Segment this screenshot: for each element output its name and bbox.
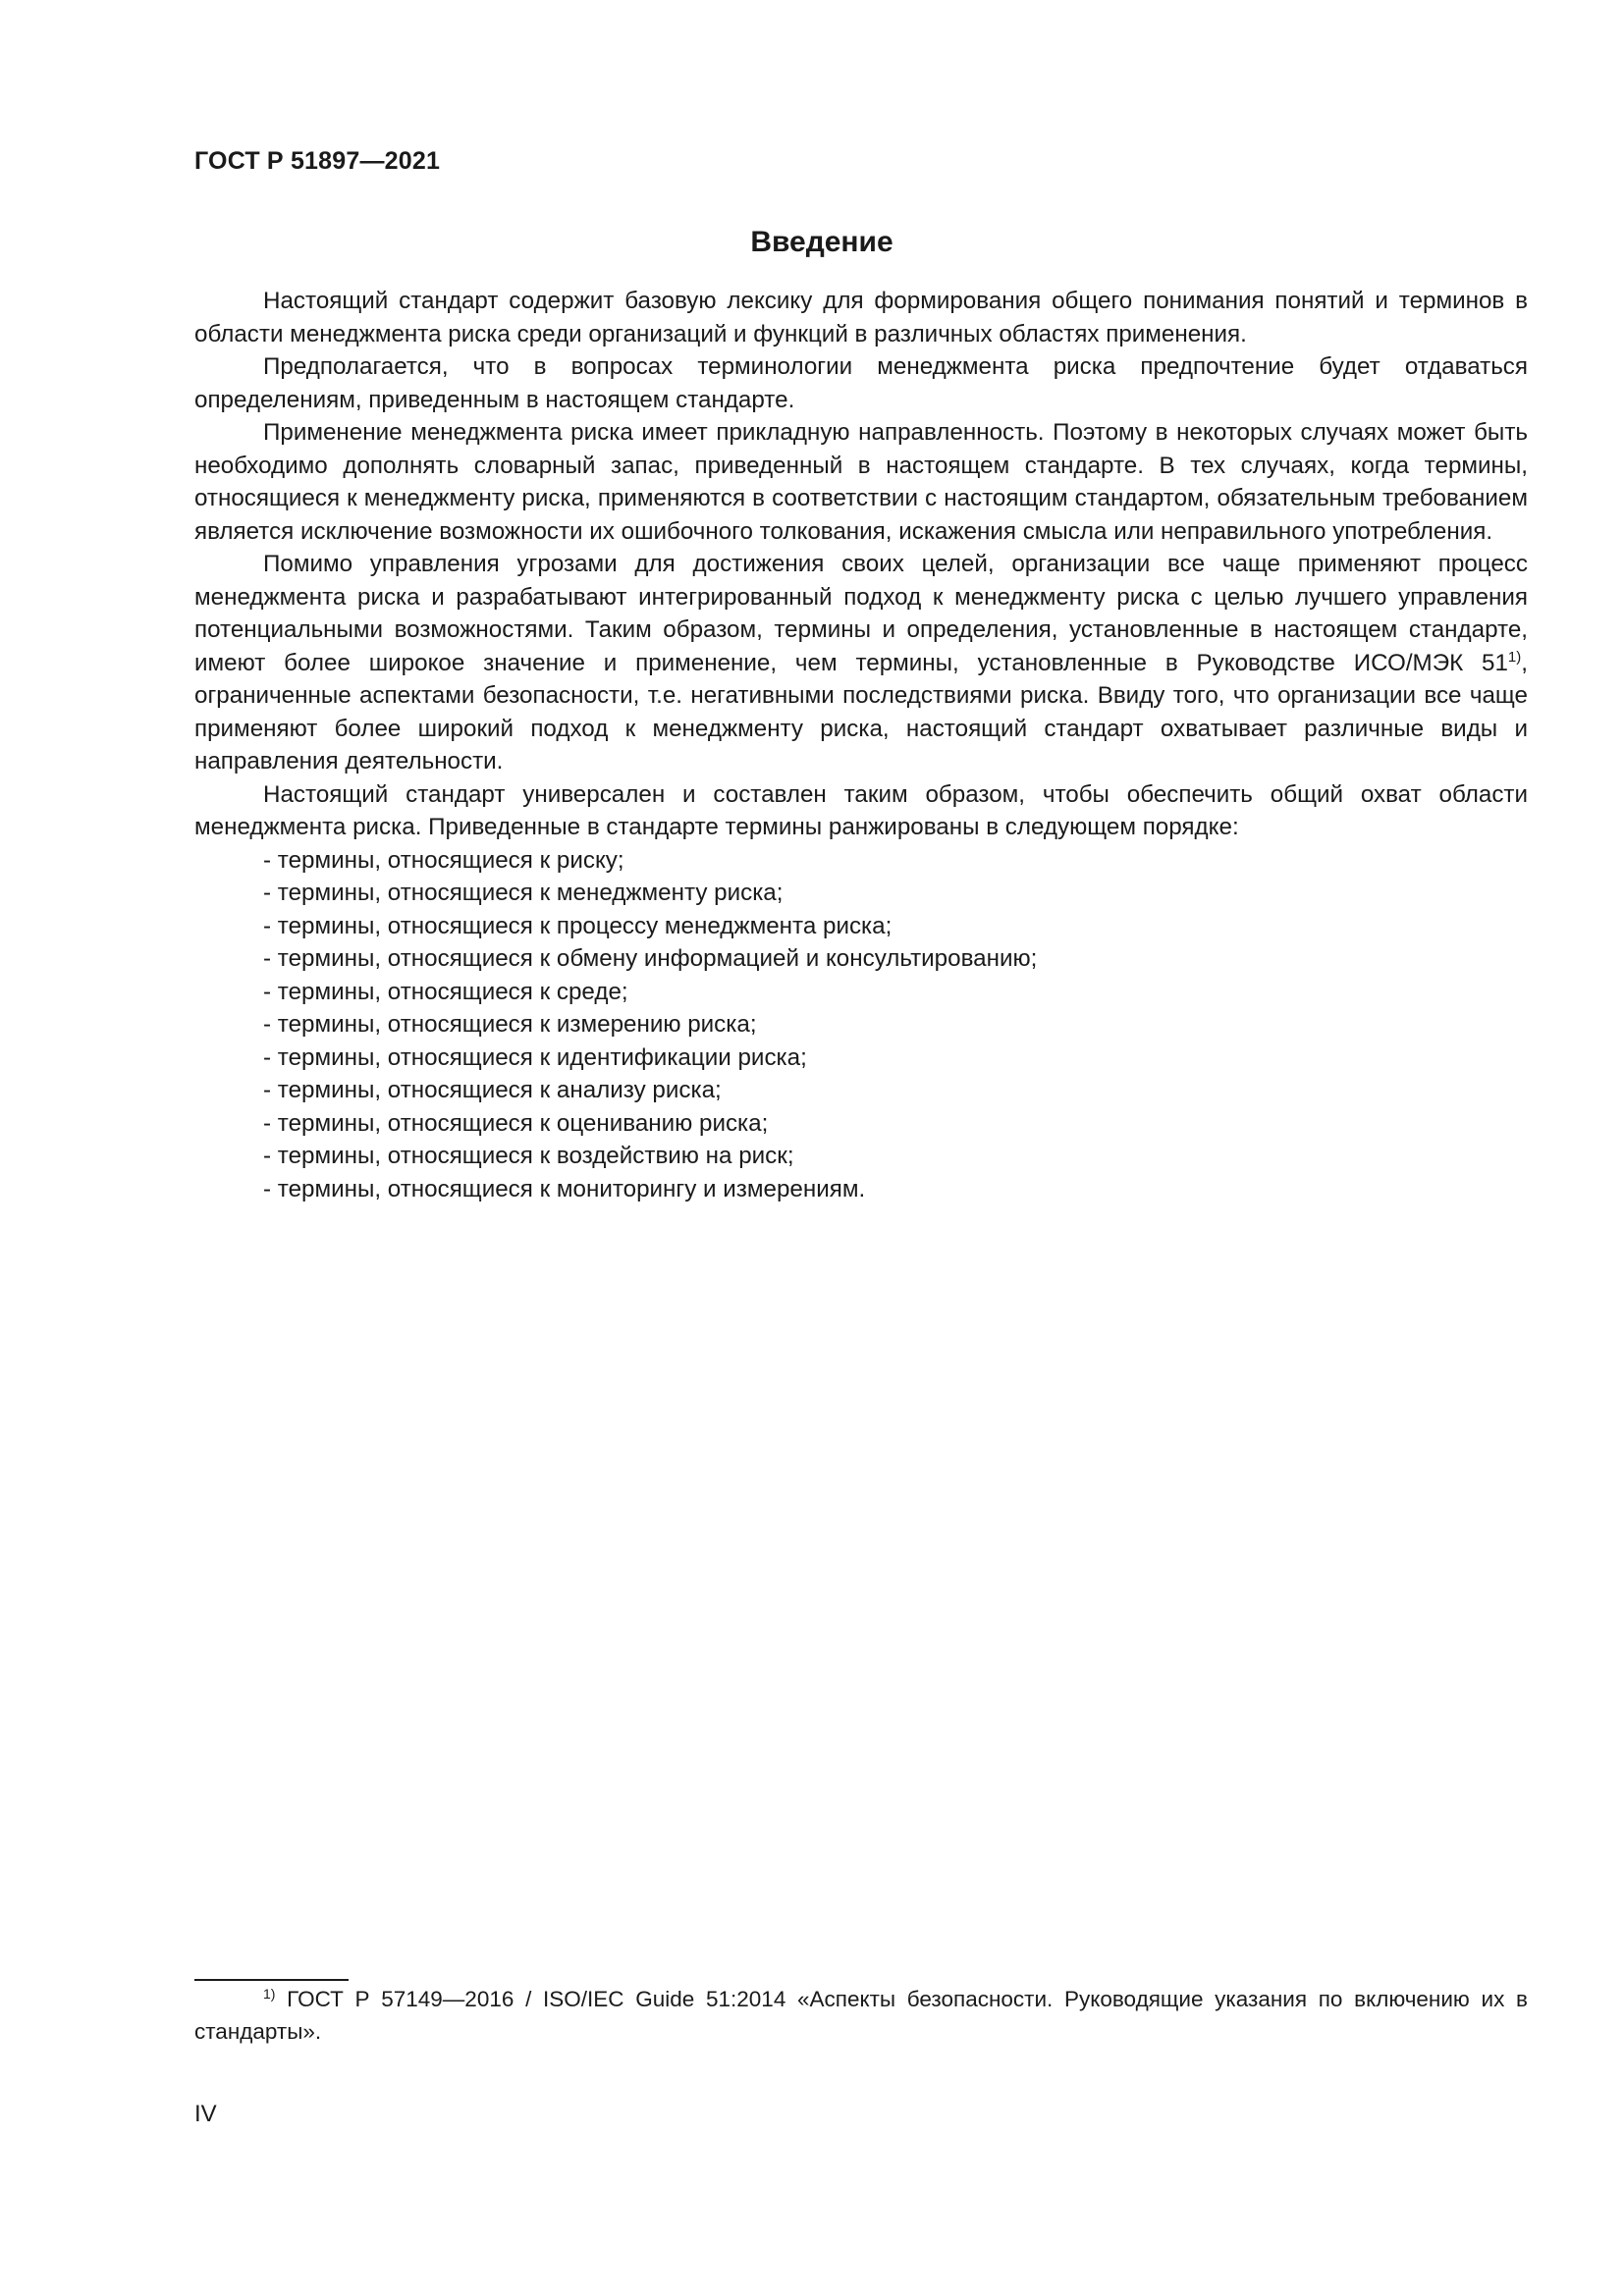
document-body — [194, 285, 1528, 1205]
footnote — [194, 1983, 1528, 2048]
list-item: - термины, относящиеся к измерению риска; — [263, 1011, 757, 1038]
list-item: - термины, относящиеся к менеджменту риска; — [263, 880, 784, 906]
list-item: - термины, относящиеся к обмену информацией и консультированию; — [263, 945, 1038, 972]
document-header: ГОСТ Р 51897—2021 — [194, 147, 441, 175]
footnote-divider — [194, 1979, 349, 1981]
paragraph-1: Настоящий стандарт содержит базовую лексику для формирования общего понимания понятий и терминов в области менеджмента риска среди организаций и функций в различных областях применения. — [194, 288, 1528, 347]
footnote-mark: 1) — [263, 1986, 276, 2002]
paragraph-4-text-a: Помимо управления угрозами для достижения своих целей, организации все чаще применяют процесс менеджмента риска и разрабатывают интегрированный подход к менеджменту риска с целью лучшего управления потенциальными возможностями. Таким образом, термины и определения, установленные в настоящем стандарте, имеют более широкое значение и применение, чем термины, установленные в Руководстве ИСО/МЭК 51 — [194, 551, 1528, 676]
paragraph-4-text-b: , ограниченные аспектами безопасности, т.е. негативными последствиями риска. Ввиду того, что организации все чаще применяют более широкий подход к менеджменту риска, настоящий стандарт охватывает различные виды и направления деятельности. — [194, 649, 1528, 774]
list-item: - термины, относящиеся к среде; — [263, 978, 628, 1005]
list-item: - термины, относящиеся к оцениванию риска; — [263, 1109, 769, 1137]
footnote-text: ГОСТ Р 57149—2016 / ISO/IEC Guide 51:2014 «Аспекты безопасности. Руководящие указания по включению их в стандарты». — [194, 1987, 1528, 2044]
list-item: - термины, относящиеся к воздействию на риск; — [263, 1143, 794, 1169]
list-item: - термины, относящиеся к мониторингу и измерениям. — [263, 1175, 866, 1202]
page-title: Введение — [750, 226, 893, 258]
paragraph-2: Предполагается, что в вопросах терминологии менеджмента риска предпочтение будет отдаваться определениям, приведенным в настоящем стандарте. — [194, 353, 1528, 413]
terms-list — [194, 844, 1528, 1206]
list-item: - термины, относящиеся к идентификации риска; — [263, 1043, 807, 1071]
paragraph-4 — [194, 548, 1528, 778]
paragraph-5: Настоящий стандарт универсален и составлен таким образом, чтобы обеспечить общий охват области менеджмента риска. Приведенные в стандарте термины ранжированы в следующем порядке: — [194, 780, 1528, 840]
list-item: - термины, относящиеся к анализу риска; — [263, 1077, 722, 1103]
list-item: - термины, относящиеся к риску; — [263, 846, 624, 874]
footnote-reference: 1) — [1507, 648, 1522, 666]
list-item: - термины, относящиеся к процессу менеджмента риска; — [263, 912, 893, 939]
paragraph-3: Применение менеджмента риска имеет прикладную направленность. Поэтому в некоторых случаях может быть необходимо дополнять словарный запас, приведенный в настоящем стандарте. В тех случаях, когда термины, относящиеся к менеджменту риска, применяются в соответствии с настоящим стандартом, обязательным требованием является исключение возможности их ошибочного толкования, искажения смысла или неправильного употребления. — [194, 419, 1528, 545]
page-number: IV — [194, 2101, 217, 2127]
